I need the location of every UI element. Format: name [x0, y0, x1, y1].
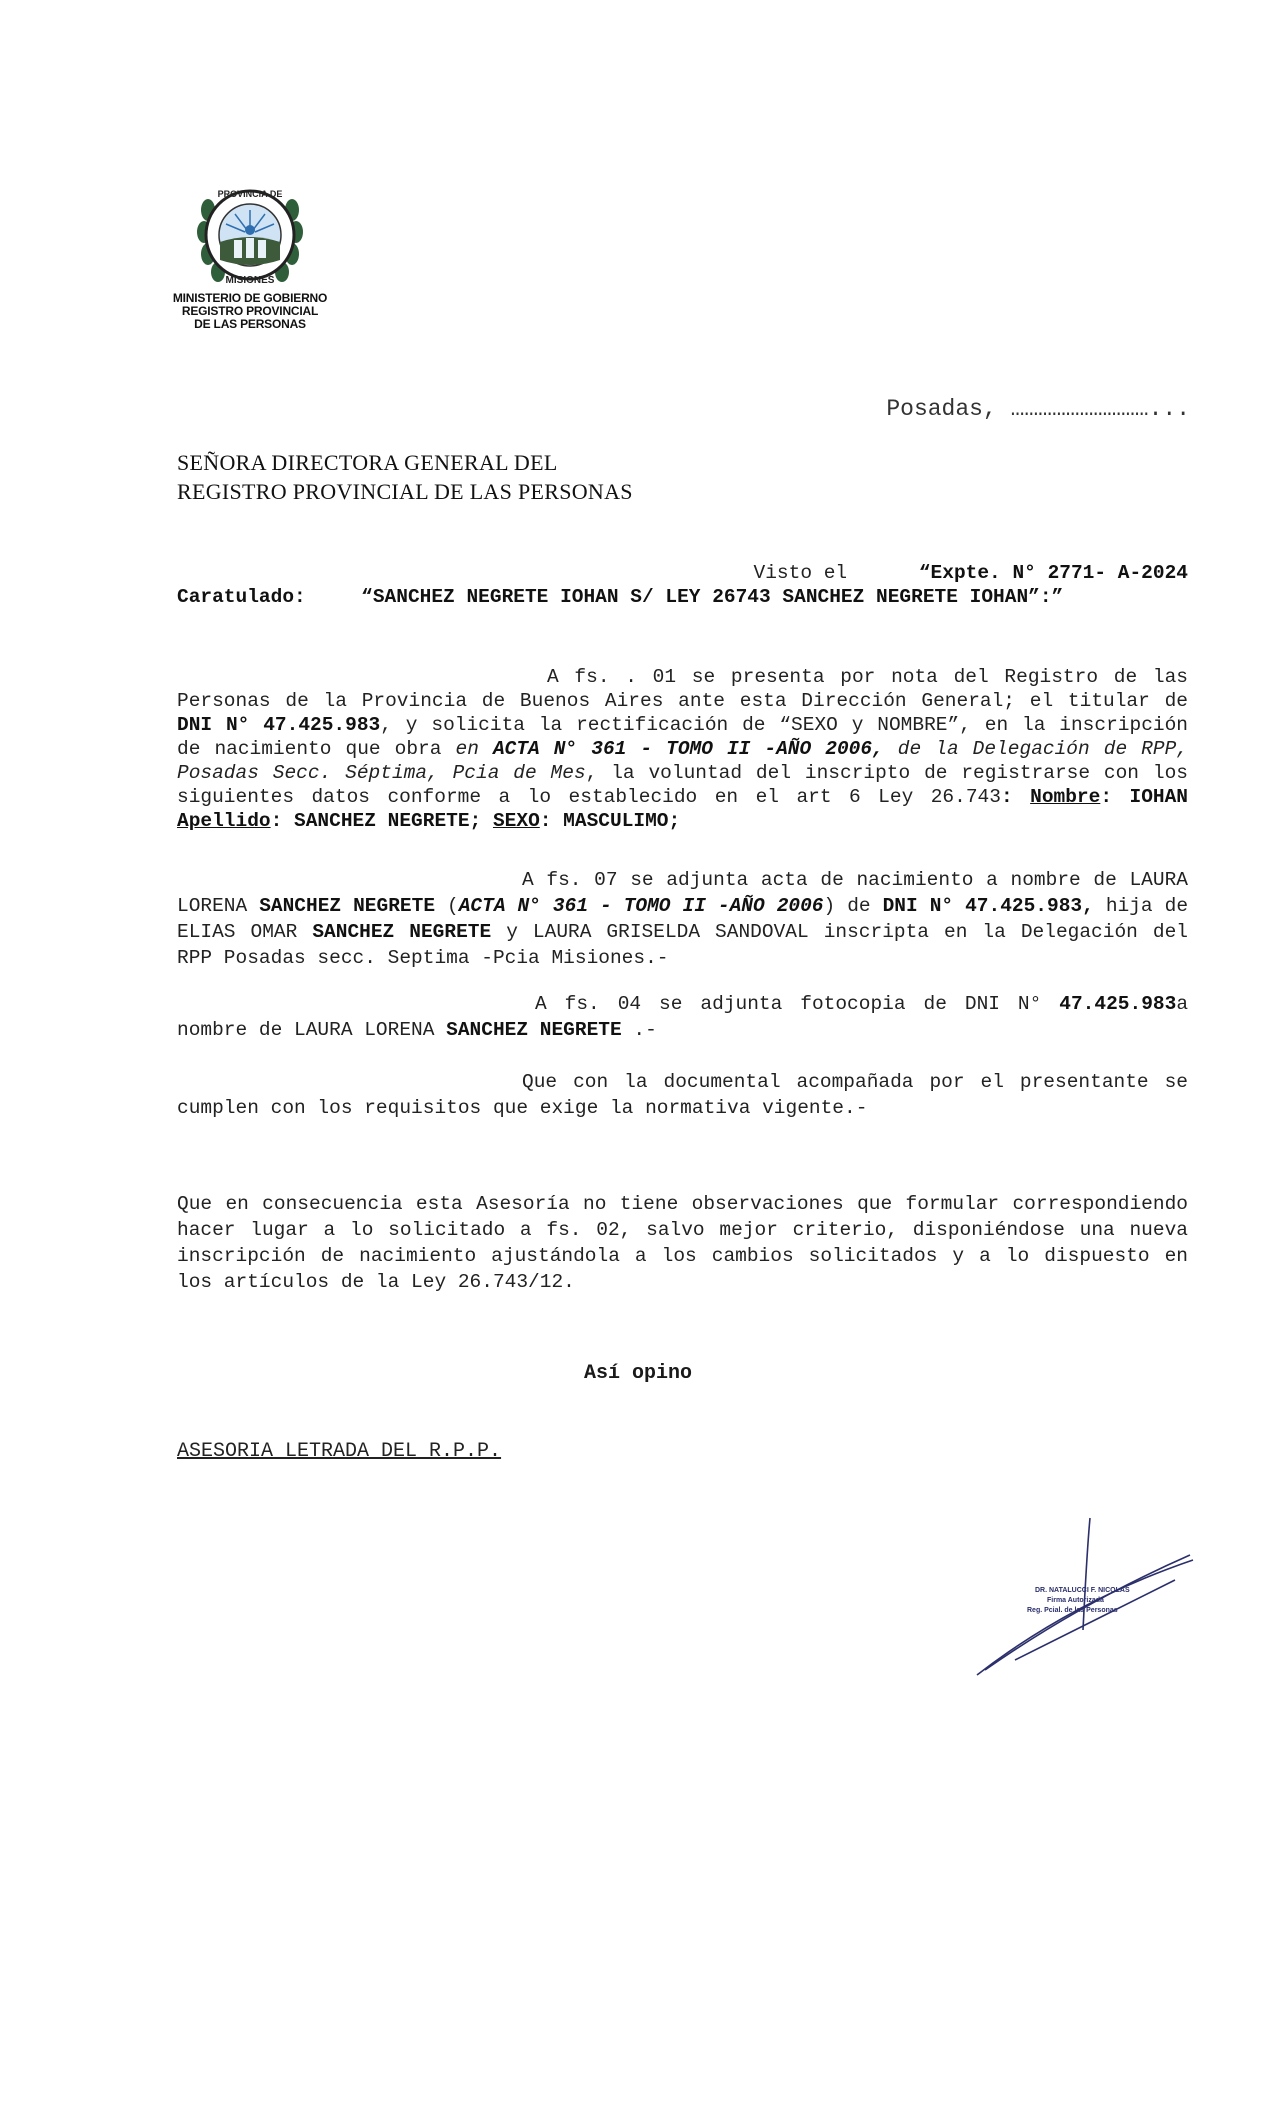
acta-reference-2: ACTA N° 361 - TOMO II -AÑO 2006 — [458, 895, 824, 917]
org-line-ministry: MINISTERIO DE GOBIERNO — [172, 291, 328, 305]
recipient-line2: REGISTRO PROVINCIAL DE LAS PERSONAS — [177, 479, 633, 504]
caratulado-label: Caratulado: — [177, 586, 306, 608]
paragraph-fs-01: A fs. . 01 se presenta por nota del Registro de las Personas de la Provincia de Buenos Aires ante esta Dirección General; el titular de DNI N° 47.425.983, y solicita la rectificación de “SEXO y NOMBRE”, en la inscripción de nacimiento que obra en ACTA N° 361 - TOMO II -AÑO 2006, de la Delegación de RPP, Posadas Secc. Séptima, Pcia de Mes, la voluntad del inscripto de registrarse con los siguientes datos conforme a lo establecido en el art 6 Ley 26.743: Nombre: IOHAN Apellido: SANCHEZ NEGRETE; SEXO: MASCULIMO; — [177, 666, 1189, 832]
stamp-line3: Reg. Pcial. de las Personas — [1027, 1607, 1118, 1614]
recipient-line1: SEÑORA DIRECTORA GENERAL DEL — [177, 450, 558, 475]
caratulado-value: “SANCHEZ NEGRETE IOHAN S/ LEY 26743 SANCHEZ NEGRETE IOHAN”:” — [361, 586, 1064, 608]
nombre-label: Nombre — [1030, 786, 1101, 808]
place-date: Posadas, …………………………... — [886, 396, 1190, 422]
nombre-value: : IOHAN — [1100, 786, 1189, 808]
sexo-label: SEXO — [492, 810, 540, 832]
org-line-persons: DE LAS PERSONAS — [194, 317, 306, 331]
recipient — [177, 448, 633, 506]
signature-stamp — [975, 1510, 1195, 1680]
apellido-label: Apellido — [177, 810, 271, 832]
sexo-value: : MASCULIMO; — [539, 810, 681, 832]
seal-text-bottom: MISIONES — [225, 275, 275, 286]
apellido-value: : SANCHEZ NEGRETE; — [270, 810, 493, 832]
paragraph-fs-07: A fs. 07 se adjunta acta de nacimiento a nombre de LAURA LORENA SANCHEZ NEGRETE (ACTA N° 361 - TOMO II -AÑO 2006) de DNI N° 47.425.983, hija de ELIAS OMAR SANCHEZ NEGRETE y LAURA GRISELDA SANDOVAL inscripta en la Delegación del RPP Posadas secc. Septima -Pcia Misiones.- — [177, 869, 1189, 969]
stamp-line2: Firma Autorizada — [1047, 1597, 1104, 1604]
org-line-registry: REGISTRO PROVINCIAL — [181, 304, 319, 318]
visto-lead: Visto el — [753, 562, 848, 584]
paragraph-consecuencia: Que en consecuencia esta Asesoría no tiene observaciones que formular correspondiendo hacer lugar a lo solicitado a fs. 02, salvo mejor criterio, disponiéndose una nueva inscripción de nacimiento ajustándola a los cambios solicitados y a lo dispuesto en los artículos de la Ley 26.743/12. — [177, 1193, 1188, 1293]
dni-number-3: 47.425.983 — [1059, 993, 1177, 1015]
paragraph-fs-04: A fs. 04 se adjunta fotocopia de DNI N° 47.425.983a nombre de LAURA LORENA SANCHEZ NEGRETE .- — [177, 993, 1189, 1041]
paragraph-documental: Que con la documental acompañada por el presentante se cumplen con los requisitos que exige la normativa vigente.- — [177, 1071, 1188, 1119]
dni-number-2: 47.425.983, — [965, 895, 1094, 917]
asesoria-signature-line: ASESORIA LETRADA DEL R.P.P. — [177, 1440, 502, 1463]
seal-text-top: PROVINCIA DE — [217, 189, 283, 199]
letterhead — [160, 180, 340, 331]
expte-number: “Expte. N° 2771- A-2024 — [918, 562, 1188, 584]
stamp-line1: DR. NATALUCCI F. NICOLAS — [1035, 1587, 1130, 1594]
dni-number: DNI N° 47.425.983 — [177, 714, 381, 736]
visto-paragraph — [177, 561, 1188, 609]
closing-phrase: Así opino — [583, 1362, 693, 1385]
acta-reference: ACTA N° 361 - TOMO II -AÑO 2006, — [492, 738, 884, 760]
province-seal-icon — [190, 180, 310, 290]
